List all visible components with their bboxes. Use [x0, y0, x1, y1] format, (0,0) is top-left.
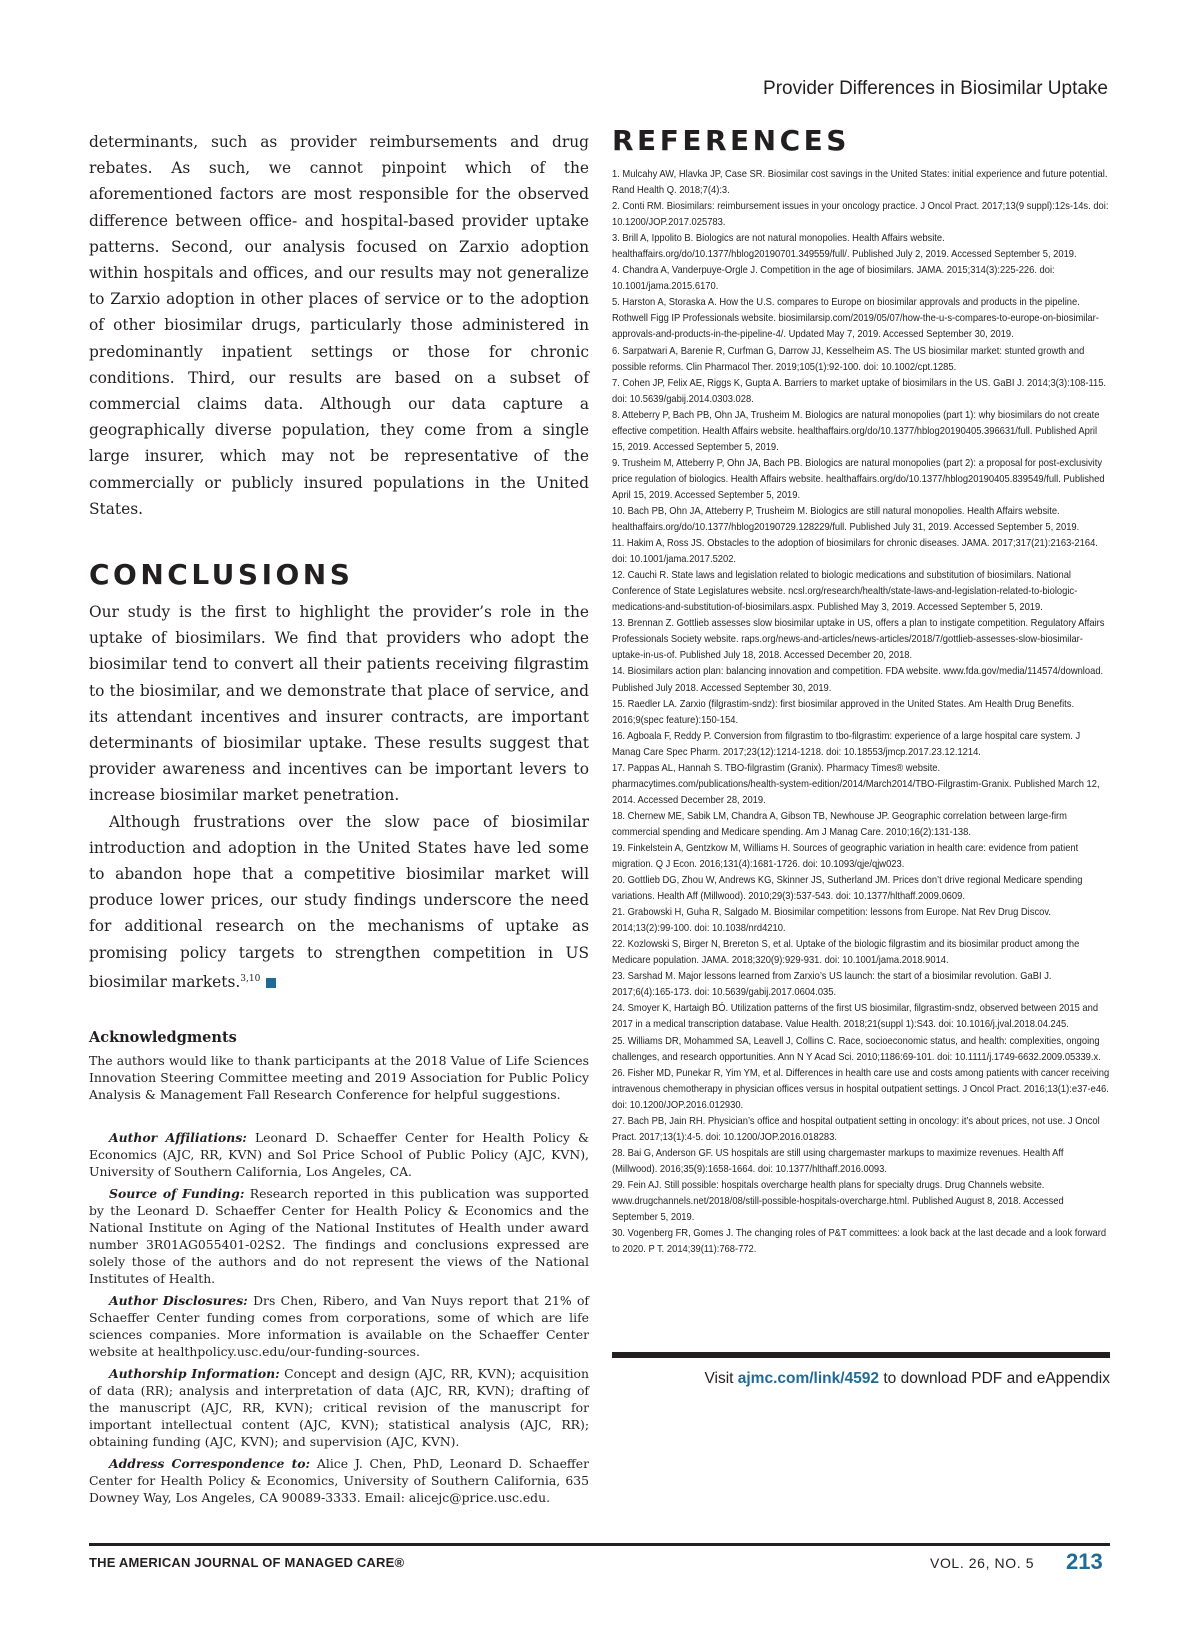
note-text: Alice J. Chen, PhD, Leonard D. Schaeffer Center for Health Policy & Economics, University of Southern California, 635 Downey Way, Los Angeles, CA 90089-3333. Email: alicejc@price.usc.edu. — [89, 1456, 589, 1506]
author-notes — [89, 1129, 589, 1506]
right-column — [612, 124, 1110, 1258]
reference-item: 15. Raedler LA. Zarxio (filgrastim-sndz): first biosimilar approved in the United States. Am Health Drug Benefits. 2016;9(spec feature):150-154. — [612, 698, 1075, 726]
acknowledgments-text: The authors would like to thank participants at the 2018 Value of Life Sciences Innovation Steering Committee meeting and 2019 Association for Public Policy Analysis & Management Fall Research Conference for helpful suggestions. — [89, 1053, 589, 1103]
reference-item: 1. Mulcahy AW, Hlavka JP, Case SR. Biosimilar cost savings in the United States: initial experience and future potential. Rand Health Q. 2018;7(4):3. — [612, 169, 1108, 197]
reference-item: 23. Sarshad M. Major lessons learned from Zarxio’s US launch: the start of a biosimilar revolution. GaBI J. 2017;6(4):165-173. doi: 10.5639/gabij.2017.0604.035. — [612, 971, 1052, 999]
reference-item: 14. Biosimilars action plan: balancing innovation and competition. FDA website. www.fda.gov/media/114574/download. Published July 2018. Accessed September 30, 2019. — [612, 666, 1104, 694]
download-suffix: to download PDF and eAppendix — [879, 1370, 1110, 1387]
reference-item: 21. Grabowski H, Guha R, Salgado M. Biosimilar competition: lessons from Europe. Nat Rev Drug Discov. 2014;13(2):99-100. doi: 10.1038/nrd4210. — [612, 907, 1051, 935]
note-label: Authorship Information: — [109, 1366, 280, 1382]
reference-item: 6. Sarpatwari A, Barenie R, Curfman G, Darrow JJ, Kesselheim AS. The US biosimilar market: stunted growth and possible reforms. Clin Pharmacol Ther. 2019;105(1):92-100. doi: 10.1002/cpt.1285. — [612, 345, 1085, 373]
conclusions-paragraph-2 — [89, 809, 589, 996]
reference-item: 4. Chandra A, Vanderpuye-Orgle J. Competition in the age of biosimilars. JAMA. 2015;314(3):225-226. doi: 10.1001/jama.2015.6170. — [612, 265, 1055, 293]
note-text: Research reported in this publication was supported by the Leonard D. Schaeffer Center for Health Policy & Economics and the National Institute on Aging of the National Institutes of Health under award number 3R01AG055401-02S2. The findings and conclusions expressed are solely those of the authors and do not represent the views of the National Institutes of Health. — [89, 1186, 589, 1287]
citation-superscript: 3,10 — [240, 973, 261, 984]
author-disclosures — [89, 1292, 589, 1360]
source-of-funding — [89, 1185, 589, 1287]
note-label: Source of Funding: — [109, 1186, 245, 1202]
authorship-information — [89, 1365, 589, 1450]
reference-item: 9. Trusheim M, Atteberry P, Ohn JA, Bach PB. Biologics are natural monopolies (part 2): a proposal for post-exclusivity price regulation of biologics. Health Affairs website. healthaffairs.org/do/10.1377/hblog20190405.839549/full. Published April 15, 2019. Accessed September 5, 2019. — [612, 457, 1105, 501]
reference-item: 26. Fisher MD, Punekar R, Yim YM, et al. Differences in health care use and costs among patients with cancer receiving intravenous chemotherapy in physician offices versus in hospital outpatient settings. J Oncol Pract. 2016;13(1):e37-e46. doi: 10.1200/JOP.2016.012930. — [612, 1067, 1110, 1111]
reference-item: 25. Williams DR, Mohammed SA, Leavell J, Collins C. Race, socioeconomic status, and health: complexities, ongoing challenges, and research opportunities. Ann N Y Acad Sci. 2010;1186:69-101. doi: 10.1111/j.1749-6632.2009.05339.x. — [612, 1035, 1101, 1063]
acknowledgments-heading: Acknowledgments — [89, 1029, 237, 1047]
reference-item: 17. Pappas AL, Hannah S. TBO-filgrastim (Granix). Pharmacy Times® website. pharmacytimes.com/publications/health-system-edition/2014/March2014/TBO-Filgrastim-Granix. Published March 12, 2014. Accessed December 28, 2019. — [612, 762, 1100, 806]
reference-item: 29. Fein AJ. Still possible: hospitals overcharge health plans for specialty drugs. Drug Channels website. www.drugchannels.net/2018/08/still-possible-hospitals-overcharge.html. Published August 8, 2018. Accessed September 5, 2019. — [612, 1179, 1064, 1224]
reference-item: 22. Kozlowski S, Birger N, Brereton S, et al. Uptake of the biologic filgrastim and its biosimilar product among the Medicare population. JAMA. 2018;320(9):929-931. doi: 10.1001/jama.2018.9014. — [612, 939, 1080, 967]
note-text: Concept and design (AJC, RR, KVN); acquisition of data (RR); analysis and interpretation of data (AJC, RR, KVN); drafting of the manuscript (AJC, RR, KVN); critical revision of the manuscript for important intellectual content (AJC, KVN); statistical analysis (AJC, RR); obtaining funding (AJC, KVN); and supervision (AJC, KVN). — [89, 1366, 589, 1450]
note-text: Leonard D. Schaeffer Center for Health Policy & Economics (AJC, RR, KVN) and Sol Price School of Public Policy (AJC, KVN), University of Southern California, Los Angeles, CA. — [89, 1130, 589, 1180]
footer-volume: VOL. 26, NO. 5 — [930, 1555, 1035, 1571]
discussion-paragraph: determinants, such as provider reimbursements and drug rebates. As such, we cannot pinpoint which of the aforementioned factors are most responsible for the observed difference between office- and hospital-based provider uptake patterns. Second, our analysis focused on Zarxio adoption within hospitals and offices, and our results may not generalize to Zarxio adoption in other places of service or to the adoption of other biosimilar drugs, particularly those administered in predominantly inpatient settings or those for chronic conditions. Third, our results are based on a subset of commercial claims data. Although our data capture a geographically diverse population, they come from a single large insurer, which may not be representative of the commercially or publicly insured populations in the United States. — [89, 133, 589, 518]
references-heading: REFERENCES — [612, 124, 850, 157]
reference-item: 7. Cohen JP, Felix AE, Riggs K, Gupta A. Barriers to market uptake of biosimilars in the US. GaBI J. 2014;3(3):108-115. doi: 10.5639/gabij.2014.0303.028. — [612, 377, 1107, 405]
footer-rule — [89, 1543, 1110, 1546]
download-prefix: Visit — [704, 1370, 738, 1387]
reference-item: 20. Gottlieb DG, Zhou W, Andrews KG, Skinner JS, Sutherland JM. Prices don’t drive regional Medicare spending variations. Health Aff (Millwood). 2010;29(3):537-543. doi: 10.1377/hlthaff.2009.0609. — [612, 875, 1083, 903]
end-of-article-mark — [266, 978, 276, 988]
running-head: Provider Differences in Biosimilar Uptake — [763, 78, 1108, 99]
reference-item: 8. Atteberry P, Bach PB, Ohn JA, Trusheim M. Biologics are natural monopolies (part 1): why biosimilars do not create effective competition. Health Affairs website. healthaffairs.org/do/10.1377/hblog20190405.396631/full. Published April 15, 2019. Accessed September 5, 2019. — [612, 409, 1100, 453]
reference-item: 24. Smoyer K, Hartaigh BÓ. Utilization patterns of the first US biosimilar, filgrastim-sndz, observed between 2015 and 2017 in a medical transcription database. Value Health. 2018;21(suppl 1):S43. doi: 10.1016/j.jval.2018.04.245. — [612, 1003, 1099, 1031]
conclusions-heading: CONCLUSIONS — [89, 558, 354, 592]
reference-item: 16. Agboala F, Reddy P. Conversion from filgrastim to tbo-filgrastim: experience of a large hospital care system. J Manag Care Spec Pharm. 2017;23(12):1214-1218. doi: 10.18553/jmcp.2017.23.12.1214. — [612, 730, 1081, 758]
reference-item: 13. Brennan Z. Gottlieb assesses slow biosimilar uptake in US, offers a plan to instigate competition. Regulatory Affairs Professionals Society website. raps.org/news-and-articles/news-articles/2018/7/gottlieb-assesses-slow-biosimilar-uptake-in-us-of. Published July 18, 2018. Accessed December 20, 2018. — [612, 618, 1105, 662]
note-label: Author Affiliations: — [109, 1130, 247, 1146]
footer-journal-name: THE AMERICAN JOURNAL OF MANAGED CARE® — [89, 1555, 405, 1570]
note-text: Drs Chen, Ribero, and Van Nuys report that 21% of Schaeffer Center funding comes from corporations, some of which are life sciences companies. More information is available on the Schaeffer Center website at healthpolicy.usc.edu/our-funding-sources. — [89, 1293, 589, 1360]
note-label: Address Correspondence to: — [109, 1456, 311, 1472]
reference-item: 10. Bach PB, Ohn JA, Atteberry P, Trusheim M. Biologics are still natural monopolies. Health Affairs website. healthaffairs.org/do/10.1377/hblog20190729.128229/full. Published July 31, 2019. Accessed September 5, 2019. — [612, 505, 1080, 534]
author-affiliations — [89, 1129, 589, 1180]
reference-item: 12. Cauchi R. State laws and legislation related to biologic medications and substitution of biosimilars. National Conference of State Legislatures website. ncsl.org/research/health/state-laws-and-legislation-related-to-biologic-medications-and-substitution-of-biosimilars.aspx. Published May 3, 2019. Accessed September 5, 2019. — [612, 570, 1078, 614]
reference-item: 11. Hakim A, Ross JS. Obstacles to the adoption of biosimilars for chronic diseases. JAMA. 2017;317(21):2163-2164. doi: 10.1001/jama.2017.5202. — [612, 538, 1098, 566]
conclusions-paragraph-2-text: Although frustrations over the slow pace of biosimilar introduction and adoption in the United States have led some to abandon hope that a competitive biosimilar market will produce lower prices, our study findings underscore the need for additional research on the mechanisms of uptake as promising policy targets to strengthen competition in US biosimilar markets. — [89, 812, 589, 992]
reference-item: 27. Bach PB, Jain RH. Physician’s office and hospital outpatient setting in oncology: it’s about prices, not use. J Oncol Pract. 2017;13(1):4-5. doi: 10.1200/JOP.2016.018283. — [612, 1115, 1100, 1143]
reference-item: 2. Conti RM. Biosimilars: reimbursement issues in your oncology practice. J Oncol Pract. 2017;13(9 suppl):12s-14s. doi: 10.1200/JOP.2017.025783. — [612, 201, 1109, 229]
conclusions-paragraph-1: Our study is the first to highlight the provider’s role in the uptake of biosimilars. We find that providers who adopt the biosimilar tend to convert all their patients receiving filgrastim to the biosimilar, and we demonstrate that place of service, and its attendant incentives and insurer contracts, are important determinants of biosimilar uptake. These results suggest that provider awareness and incentives can be important levers to increase biosimilar market penetration. — [89, 603, 589, 805]
reference-item: 18. Chernew ME, Sabik LM, Chandra A, Gibson TB, Newhouse JP. Geographic correlation between large-firm commercial spending and Medicare spending. Am J Manag Care. 2010;16(2):131-138. — [612, 810, 1067, 838]
page-number: 213 — [1066, 1549, 1103, 1574]
reference-item: 30. Vogenberg FR, Gomes J. The changing roles of P&T committees: a look back at the last decade and a look forward to 2020. P T. 2014;39(11):768-772. — [612, 1228, 1107, 1256]
address-correspondence — [89, 1455, 589, 1506]
download-notice — [704, 1370, 1110, 1388]
reference-item: 28. Bai G, Anderson GF. US hospitals are still using chargemaster markups to maximize revenues. Health Aff (Millwood). 2016;35(9):1658-1664. doi: 10.1377/hlthaff.2016.0093. — [612, 1147, 1064, 1175]
reference-item: 19. Finkelstein A, Gentzkow M, Williams H. Sources of geographic variation in health care: evidence from patient migration. Q J Econ. 2016;131(4):1681-1726. doi: 10.1093/qje/qjw023. — [612, 842, 1079, 871]
reference-item: 3. Brill A, Ippolito B. Biologics are not natural monopolies. Health Affairs website. healthaffairs.org/do/10.1377/hblog20190701.349559/full/. Published July 2, 2019. Accessed September 5, 2019. — [612, 233, 1077, 261]
reference-item: 5. Harston A, Storaska A. How the U.S. compares to Europe on biosimilar approvals and products in the pipeline. Rothwell Figg IP Professionals website. biosimilarsip.com/2019/05/07/how-the-u-s-compares-to-europe-on-biosimilar-approvals-and-products-in-the-pipeline-4/. Updated May 7, 2019. Accessed September 30, 2019. — [612, 297, 1099, 341]
download-link[interactable]: ajmc.com/link/4592 — [737, 1370, 880, 1387]
note-label: Author Disclosures: — [109, 1293, 248, 1309]
reference-list — [612, 167, 1110, 1258]
references-end-rule — [612, 1352, 1110, 1358]
left-column — [89, 129, 589, 1511]
